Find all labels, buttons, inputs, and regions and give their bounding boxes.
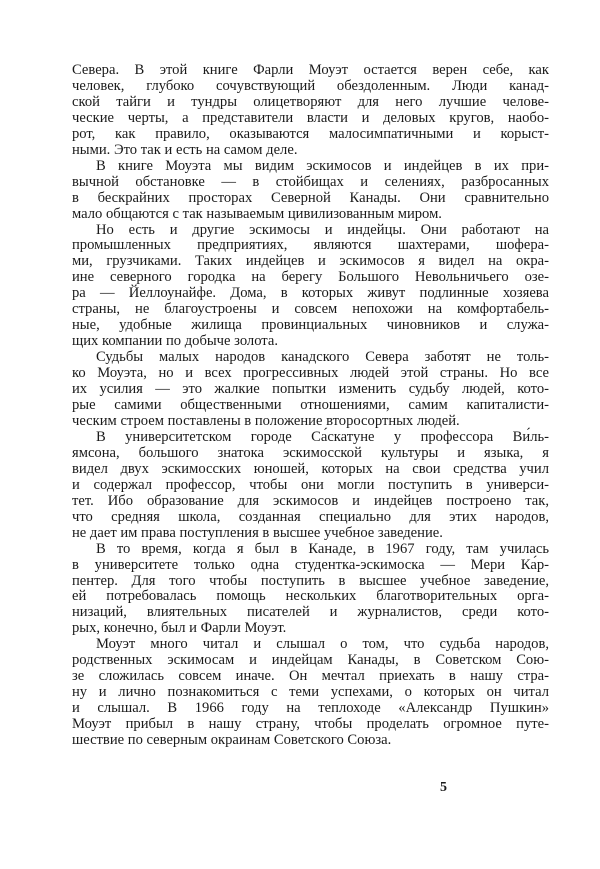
text-line: шествие по северным окраинам Советского Союза. xyxy=(72,732,392,749)
text-line: промышленных предприятиях, являются шахтерами, шофера- xyxy=(72,237,549,254)
page-body-text xyxy=(72,63,549,749)
text-line: ямсона, большого знатока эскимосской культуры и языка, я xyxy=(72,444,549,461)
text-line: ми, грузчиками. Таких индейцев и эскимосов я видел на окра- xyxy=(72,253,549,270)
text-line: родственных эскимосам и индейцам Канады, в Советском Сою- xyxy=(72,652,549,669)
text-line: рые самими общественными отношениями, самим капиталисти- xyxy=(72,397,549,414)
text-line: в бескрайних просторах Северной Канады. Они сравнительно xyxy=(72,189,549,206)
text-line: ской тайги и тундры олицетворяют для него лучшие челове- xyxy=(72,93,549,110)
text-line: ческим строем поставлены в положение второсортных людей. xyxy=(72,412,460,429)
paragraph xyxy=(72,430,549,542)
text-line: ко Моуэта, но и всех прогрессивных людей этой страны. Но все xyxy=(72,365,549,382)
text-line: рот, как правило, оказываются малосимпатичными и корыст- xyxy=(72,125,549,142)
text-line: что средняя школа, созданная специально для этих народов, xyxy=(72,508,549,525)
text-line: видел двух эскимосских юношей, которых на свои средства учил xyxy=(72,460,549,477)
text-line: Но есть и другие эскимосы и индейцы. Они работают на xyxy=(96,221,549,238)
text-line: и слышал. В 1966 году на теплоходе «Александр Пушкин» xyxy=(72,700,549,717)
text-line: человек, глубоко сочувствующий обездоленным. Люди канад- xyxy=(72,77,549,94)
text-line: ческие черты, а представители власти и деловых кругов, наобо- xyxy=(72,109,549,126)
text-line: ра — Йеллоунайфе. Дома, в которых живут подлинные хозяева xyxy=(72,285,549,302)
paragraph xyxy=(72,350,549,430)
text-line: В университетском городе Са́скатуне у профессора Ви́ль- xyxy=(96,428,549,445)
text-line: зе сложилась совсем иначе. Он мечтал приехать в нашу стра- xyxy=(72,668,549,685)
text-line: ну и лично познакомиться с теми успехами, о которых он читал xyxy=(72,684,549,701)
text-line: щих компании по добыче золота. xyxy=(72,333,278,350)
paragraph xyxy=(72,223,549,351)
text-line: В то время, когда я был в Канаде, в 1967 году, там училась xyxy=(96,540,549,557)
text-line: их усилия — это жалкие попытки изменить судьбу людей, кото- xyxy=(72,381,549,398)
paragraph xyxy=(72,637,549,749)
text-line: ные, удобные жилища провинциальных чиновников и служа- xyxy=(72,317,549,334)
paragraph xyxy=(72,159,549,223)
text-line: Севера. В этой книге Фарли Моуэт остается верен себе, как xyxy=(72,62,549,78)
text-line: Моуэт много читал и слышал о том, что судьба народов, xyxy=(96,636,549,653)
text-line: Судьбы малых народов канадского Севера заботят не толь- xyxy=(96,349,549,366)
text-line: не дает им права поступления в высшее учебное заведение. xyxy=(72,524,443,541)
text-line: вычной обстановке — в стойбищах и селениях, разбросанных xyxy=(72,173,549,190)
text-line: страны, не благоустроены и совсем непохожи на комфортабель- xyxy=(72,301,549,318)
text-line: пентер. Для того чтобы поступить в высшее учебное заведение, xyxy=(72,572,549,589)
page-number: 5 xyxy=(440,780,447,795)
text-line: ными. Это так и есть на самом деле. xyxy=(72,141,298,158)
text-line: ине северного городка на берегу Большого Невольничьего озе- xyxy=(72,269,549,286)
text-line: рых, конечно, был и Фарли Моуэт. xyxy=(72,620,287,637)
text-line: Моуэт прибыл в нашу страну, чтобы проделать огромное путе- xyxy=(72,716,549,733)
text-line: низаций, влиятельных писателей и журналистов, среди кото- xyxy=(72,604,549,621)
text-line: мало общаются с так называемым цивилизованным миром. xyxy=(72,205,442,222)
paragraph xyxy=(72,542,549,638)
paragraph xyxy=(72,63,549,159)
text-line: в университете только одна студентка-эскимоска — Мери Ка́р- xyxy=(72,556,549,573)
text-line: тет. Ибо образование для эскимосов и индейцев построено так, xyxy=(72,492,549,509)
text-line: В книге Моуэта мы видим эскимосов и индейцев в их при- xyxy=(96,157,549,174)
text-line: ей потребовалась помощь нескольких благотворительных орга- xyxy=(72,588,549,605)
text-line: и содержал профессор, чтобы они могли поступить в универси- xyxy=(72,476,549,493)
